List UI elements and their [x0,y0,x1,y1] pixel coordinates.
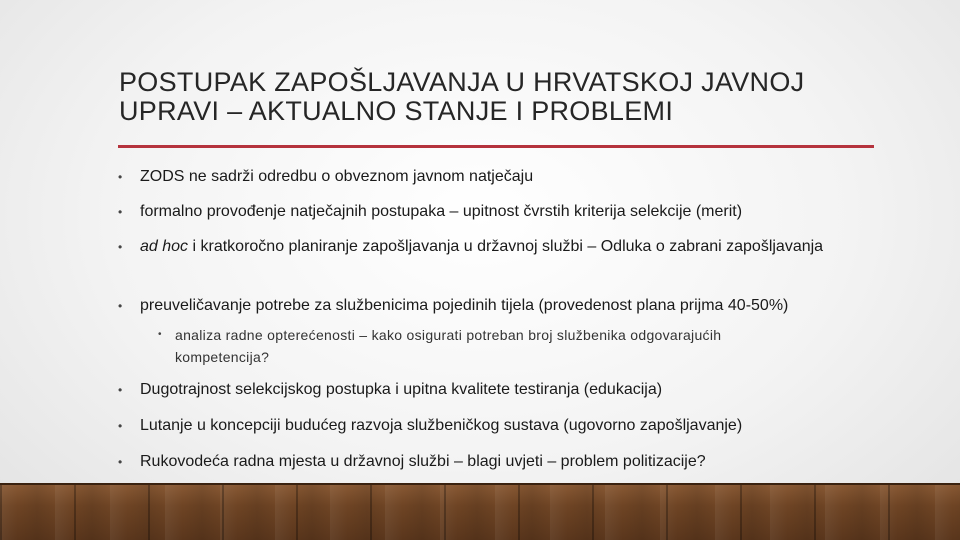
floor-edge [0,483,960,485]
list-item [118,200,878,224]
bullet-icon: • [158,329,162,340]
list-item-text: ZODS ne sadrži odredbu o obveznom javnom natječaju [140,168,534,185]
list-item [118,294,878,318]
slide-title: POSTUPAK ZAPOŠLJAVANJA U HRVATSKOJ JAVNOJ UPRAVI – AKTUALNO STANJE I PROBLEMI [119,67,805,126]
bullet-icon: • [118,419,123,433]
list-item [118,378,878,402]
wood-floor-background [0,483,960,540]
list-item-rest: i kratkoročno planiranje zapošljavanja u državnoj službi – Odluka o zabrani zapošljavanja [188,238,824,255]
list-item [118,414,878,438]
list-item-text: analiza radne opterećenosti – kako osigurati potreban broj službenika odgovarajućih kompetencija? [175,327,722,365]
list-item-text [118,235,878,259]
list-item [118,165,878,189]
bullet-icon: • [118,240,123,254]
list-item-text: formalno provođenje natječajnih postupaka – upitnost čvrstih kriterija selekcije (merit) [140,203,743,220]
list-item-text: Lutanje u koncepciji budućeg razvoja službeničkog sustava (ugovorno zapošljavanje) [140,417,743,434]
bullet-icon: • [118,299,123,313]
bullet-icon: • [118,383,123,397]
list-item [118,450,878,474]
bullet-icon: • [118,455,123,469]
list-item-text: preuveličavanje potrebe za službenicima pojedinih tijela (provedenost plana prijma 40-50%) [140,297,789,314]
sub-list-item [158,324,818,368]
list-item-text: Dugotrajnost selekcijskog postupka i upitna kvalitete testiranja (edukacija) [140,381,663,398]
bullet-icon: • [118,205,123,219]
list-item [118,235,878,259]
list-item-italic: ad hoc [140,238,189,255]
bullet-icon: • [118,170,123,184]
list-item-text: Rukovodeća radna mjesta u državnoj službi – blagi uvjeti – problem politizacije? [140,453,706,470]
